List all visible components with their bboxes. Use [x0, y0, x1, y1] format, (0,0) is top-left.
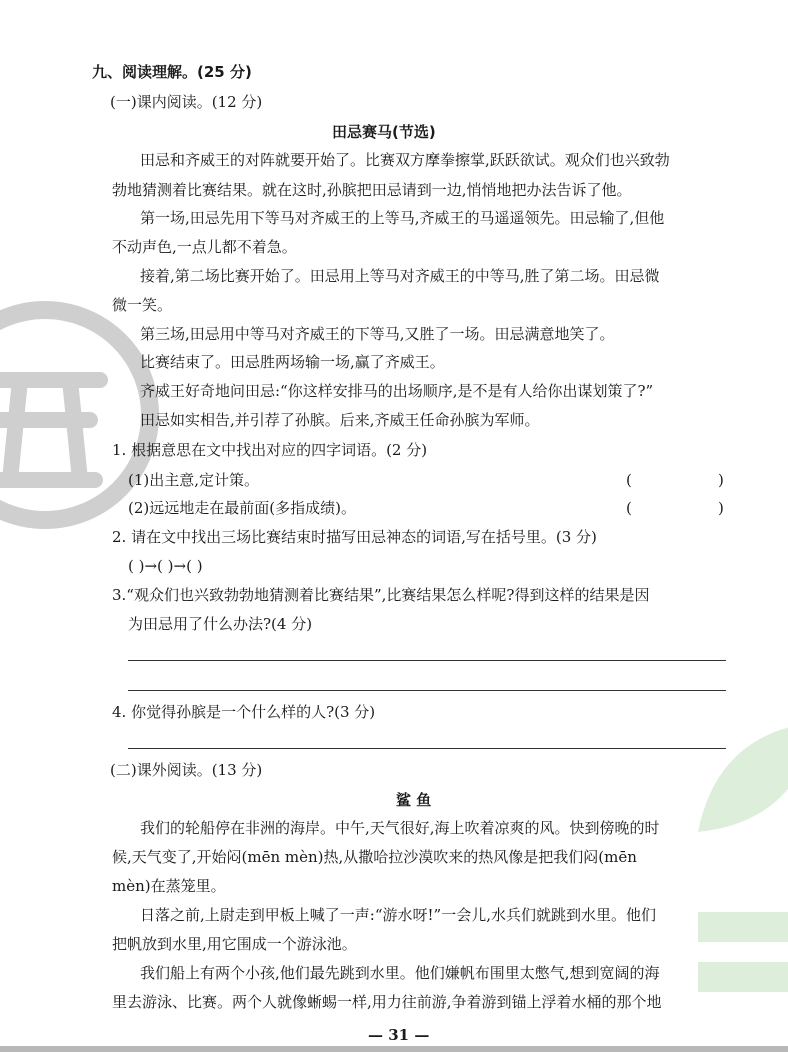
- watermark-stamp: [0, 300, 160, 530]
- paragraph-line: 日落之前,上尉走到甲板上喊了一声:“游水呀!”一会儿,水兵们就跳到水里。他们: [140, 906, 656, 924]
- paragraph-line: 把帆放到水里,用它围成一个游泳池。: [112, 935, 357, 953]
- paragraph-line: 勃地猜测着比赛结果。就在这时,孙膑把田忌请到一边,悄悄地把办法告诉了他。: [112, 181, 632, 199]
- watermark-logo: [678, 712, 788, 1012]
- question-1a: (1)出主意,定计策。: [128, 471, 260, 489]
- answer-blank-open: (: [626, 499, 632, 517]
- bottom-bar: [0, 1046, 788, 1052]
- passage-title: 田忌赛马(节选): [332, 123, 436, 141]
- answer-line: [128, 690, 726, 691]
- answer-line: [128, 660, 726, 661]
- answer-blank-open: (: [626, 471, 632, 489]
- paragraph-line: 田忌如实相告,并引荐了孙膑。后来,齐威王任命孙膑为军师。: [140, 411, 540, 429]
- part1-heading: (一)课内阅读。(12 分): [110, 93, 263, 111]
- question-3-cont: 为田忌用了什么办法?(4 分): [128, 615, 313, 633]
- paragraph-line: 我们的轮船停在非洲的海岸。中午,天气很好,海上吹着凉爽的风。快到傍晚的时: [140, 819, 660, 837]
- paragraph-line: 不动声色,一点儿都不着急。: [112, 238, 297, 256]
- question-1: 1. 根据意思在文中找出对应的四字词语。(2 分): [112, 441, 428, 459]
- paragraph-line: 我们船上有两个小孩,他们最先跳到水里。他们嫌帆布围里太憋气,想到宽阔的海: [140, 964, 660, 982]
- part2-heading: (二)课外阅读。(13 分): [110, 761, 263, 779]
- paragraph-line: 第三场,田忌用中等马对齐威王的下等马,又胜了一场。田忌满意地笑了。: [140, 325, 615, 343]
- answer-blank-close: ): [718, 499, 724, 517]
- question-4: 4. 你觉得孙膑是一个什么样的人?(3 分): [112, 703, 376, 721]
- paragraph-line: 第一场,田忌先用下等马对齐威王的上等马,齐威王的马遥遥领先。田忌输了,但他: [140, 209, 665, 227]
- paragraph-line: 微一笑。: [112, 296, 173, 314]
- paragraph-line: 比赛结束了。田忌胜两场输一场,赢了齐威王。: [140, 353, 445, 371]
- paragraph-line: 齐威王好奇地问田忌:“你这样安排马的出场顺序,是不是有人给你出谋划策了?”: [140, 382, 654, 400]
- page-number: — 31 —: [368, 1026, 430, 1044]
- question-2-blanks: ( )→( )→( ): [128, 557, 203, 575]
- paragraph-line: 接着,第二场比赛开始了。田忌用上等马对齐威王的中等马,胜了第二场。田忌微: [140, 267, 660, 285]
- answer-blank-close: ): [718, 471, 724, 489]
- paragraph-line: 田忌和齐威王的对阵就要开始了。比赛双方摩拳擦掌,跃跃欲试。观众们也兴致勃: [140, 151, 670, 169]
- question-3: 3.“观众们也兴致勃勃地猜测着比赛结果”,比赛结果怎么样呢?得到这样的结果是因: [112, 586, 650, 604]
- section-title: 九、阅读理解。(25 分): [92, 63, 252, 81]
- passage-title: 鲨 鱼: [396, 791, 432, 809]
- question-1b: (2)远远地走在最前面(多指成绩)。: [128, 499, 356, 517]
- paragraph-line: 里去游泳、比赛。两个人就像蜥蜴一样,用力往前游,争着游到锚上浮着水桶的那个地: [112, 993, 662, 1011]
- question-2: 2. 请在文中找出三场比赛结束时描写田忌神态的词语,写在括号里。(3 分): [112, 528, 597, 546]
- paragraph-line: 候,天气变了,开始闷(mēn mèn)热,从撒哈拉沙漠吹来的热风像是把我们闷(mēn: [112, 848, 637, 866]
- paragraph-line: mèn)在蒸笼里。: [112, 877, 226, 895]
- answer-line: [128, 748, 726, 749]
